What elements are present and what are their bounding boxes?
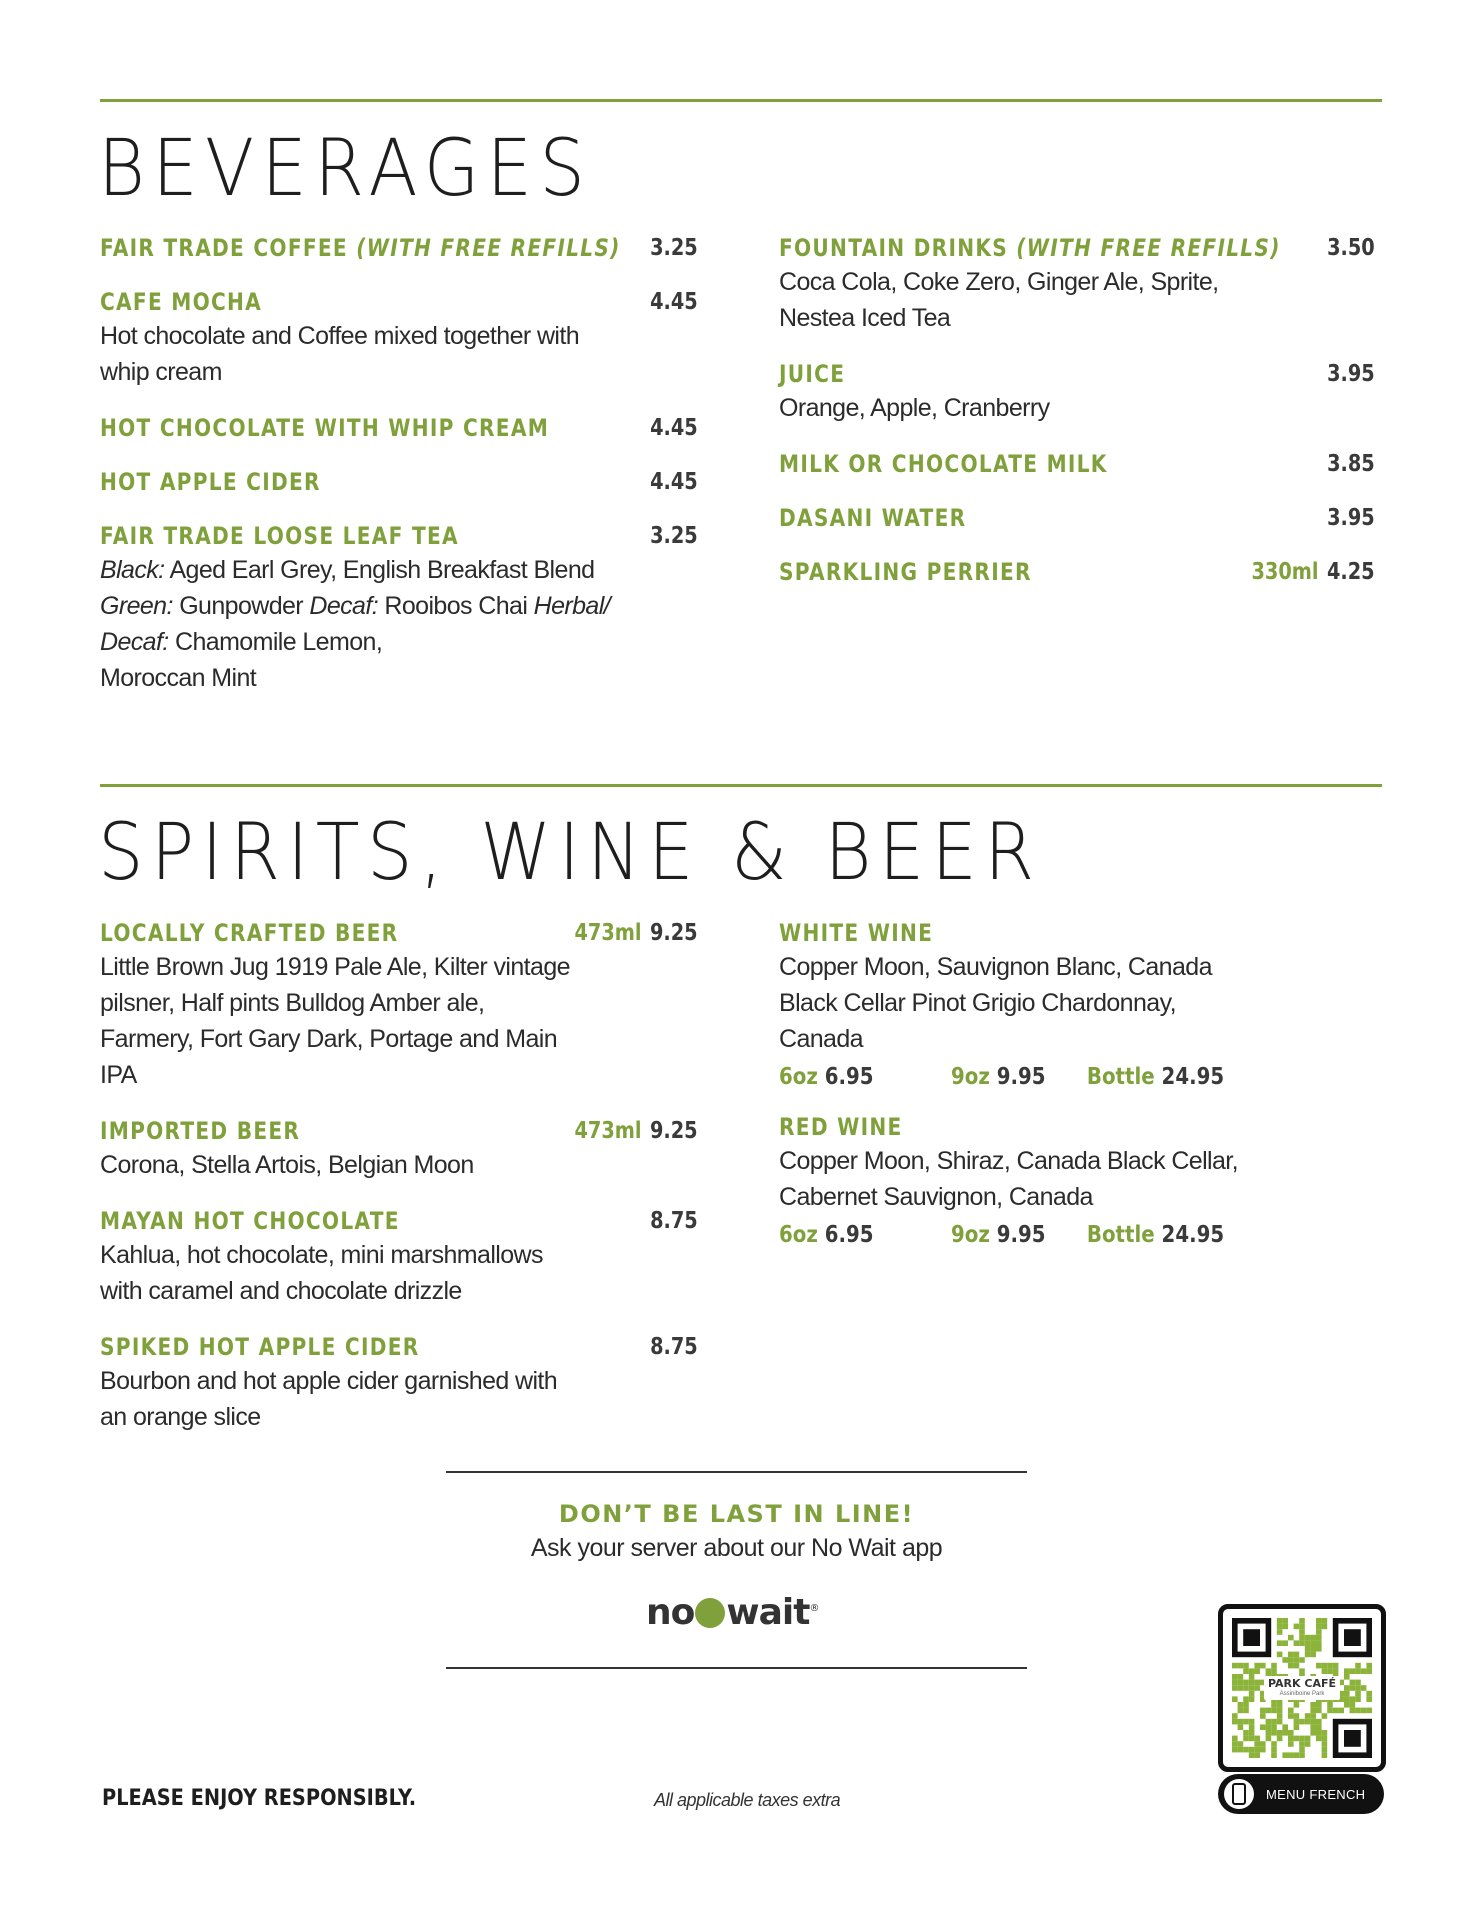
menu-french-label: MENU FRENCH [1266,1786,1366,1802]
spirits-left-column [100,917,698,1457]
promo-text: Ask your server about our No Wait app [530,1534,943,1562]
section-title-beverages: BEVERAGES [98,124,593,214]
item-name: HOT CHOCOLATE WITH WHIP CREAM [100,414,550,442]
menu-item-sparkling-perrier [779,556,1375,588]
taxes-note: All applicable taxes extra [654,1790,841,1810]
item-volume: 473ml [574,920,642,946]
item-name: MAYAN HOT CHOCOLATE [100,1207,400,1235]
item-volume: 330ml [1251,559,1319,585]
menu-item-hot-chocolate [100,412,698,444]
item-price: 4.45 [650,289,698,315]
promo-top-rule [446,1471,1027,1473]
item-name: CAFE MOCHA [100,288,263,316]
item-description: Corona, Stella Artois, Belgian Moon [100,1151,474,1179]
enjoy-responsibly-text: PLEASE ENJOY RESPONSIBLY. [102,1786,417,1811]
item-price: 3.95 [1327,361,1375,387]
item-name: DASANI WATER [779,504,967,532]
qr-code-icon[interactable] [1218,1604,1386,1772]
item-description: Bourbon and hot apple cider garnished with an orange slice [100,1367,558,1431]
item-price: 3.95 [1327,505,1375,531]
item-name: WHITE WINE [779,919,934,947]
item-description: Orange, Apple, Cranberry [779,394,1050,422]
item-name: JUICE [779,360,846,388]
item-description: Copper Moon, Sauvignon Blanc, Canada Black Cellar Pinot Grigio Chardonnay, Canada [779,953,1212,1053]
item-description: Little Brown Jug 1919 Pale Ale, Kilter vintage pilsner, Half pints Bulldog Amber ale, Farmery, Fort Gary Dark, Portage and Main IPA [100,953,570,1089]
item-note: (WITH FREE REFILLS) [356,234,621,262]
menu-item-fair-trade-coffee [100,232,698,264]
item-description: Black: Aged Earl Grey, English Breakfast Blend Green: Gunpowder Decaf: Rooibos Chai Herbal/ Decaf: Chamomile Lemon, Moroccan Mint [100,556,611,692]
promo-bottom-rule [446,1667,1027,1669]
item-price: 3.25 [650,235,698,261]
menu-item-juice [779,358,1375,426]
section-title-spirits: SPIRITS, WINE & BEER [98,808,1042,898]
item-description: Coca Cola, Coke Zero, Ginger Ale, Sprite, Nestea Iced Tea [779,268,1219,332]
menu-item-red-wine [779,1111,1375,1255]
item-price: 473ml 9.25 [574,920,698,946]
item-note: (WITH FREE REFILLS) [1016,234,1281,262]
item-description: Kahlua, hot chocolate, mini marshmallows with caramel and chocolate drizzle [100,1241,543,1305]
nowait-logo-icon [695,1598,725,1628]
item-name: SPIKED HOT APPLE CIDER [100,1333,420,1361]
wine-price-row: 6oz 6.95 9oz 9.95 Bottle 24.95 [779,1222,1225,1248]
menu-french-button[interactable] [1218,1774,1384,1814]
menu-item-spiked-hot-apple-cider [100,1331,698,1435]
item-price: 330ml 4.25 [1251,559,1375,585]
item-price: 3.85 [1327,451,1375,477]
beverages-left-column [100,232,698,718]
middle-divider [100,784,1382,787]
item-volume: 473ml [574,1118,642,1144]
item-name: FAIR TRADE COFFEE [100,234,348,262]
spirits-right-column [779,917,1375,1277]
item-name: MILK OR CHOCOLATE MILK [779,450,1108,478]
menu-item-locally-crafted-beer [100,917,698,1093]
item-name: LOCALLY CRAFTED BEER [100,919,399,947]
item-description: Copper Moon, Shiraz, Canada Black Cellar, Cabernet Sauvignon, Canada [779,1147,1238,1211]
menu-item-cafe-mocha [100,286,698,390]
item-name: IMPORTED BEER [100,1117,301,1145]
item-name: SPARKLING PERRIER [779,558,1032,586]
item-name: RED WINE [779,1113,903,1141]
item-price: 8.75 [650,1208,698,1234]
wine-price-row: 6oz 6.95 9oz 9.95 Bottle 24.95 [779,1064,1225,1090]
item-price: 4.45 [650,415,698,441]
menu-item-imported-beer [100,1115,698,1183]
item-price: 4.45 [650,469,698,495]
item-price: 473ml 9.25 [574,1118,698,1144]
item-description: Hot chocolate and Coffee mixed together with whip cream [100,322,579,386]
menu-item-mayan-hot-chocolate [100,1205,698,1309]
item-price: 8.75 [650,1334,698,1360]
item-price: 3.25 [650,523,698,549]
menu-item-loose-leaf-tea [100,520,698,696]
qr-center-label: PARK CAFÉ Assiniboine Park [1264,1676,1340,1700]
phone-icon [1224,1779,1254,1809]
menu-item-hot-apple-cider [100,466,698,498]
item-name: HOT APPLE CIDER [100,468,321,496]
top-divider [100,99,1382,102]
menu-item-fountain-drinks [779,232,1375,336]
item-name: FOUNTAIN DRINKS [779,234,1009,262]
menu-item-white-wine [779,917,1375,1097]
promo-headline: DON’T BE LAST IN LINE! [558,1500,915,1528]
nowait-logo: no wait® [646,1592,819,1633]
item-price: 3.50 [1327,235,1375,261]
menu-item-dasani-water [779,502,1375,534]
menu-item-milk [779,448,1375,480]
item-name: FAIR TRADE LOOSE LEAF TEA [100,522,459,550]
beverages-right-column [779,232,1375,610]
